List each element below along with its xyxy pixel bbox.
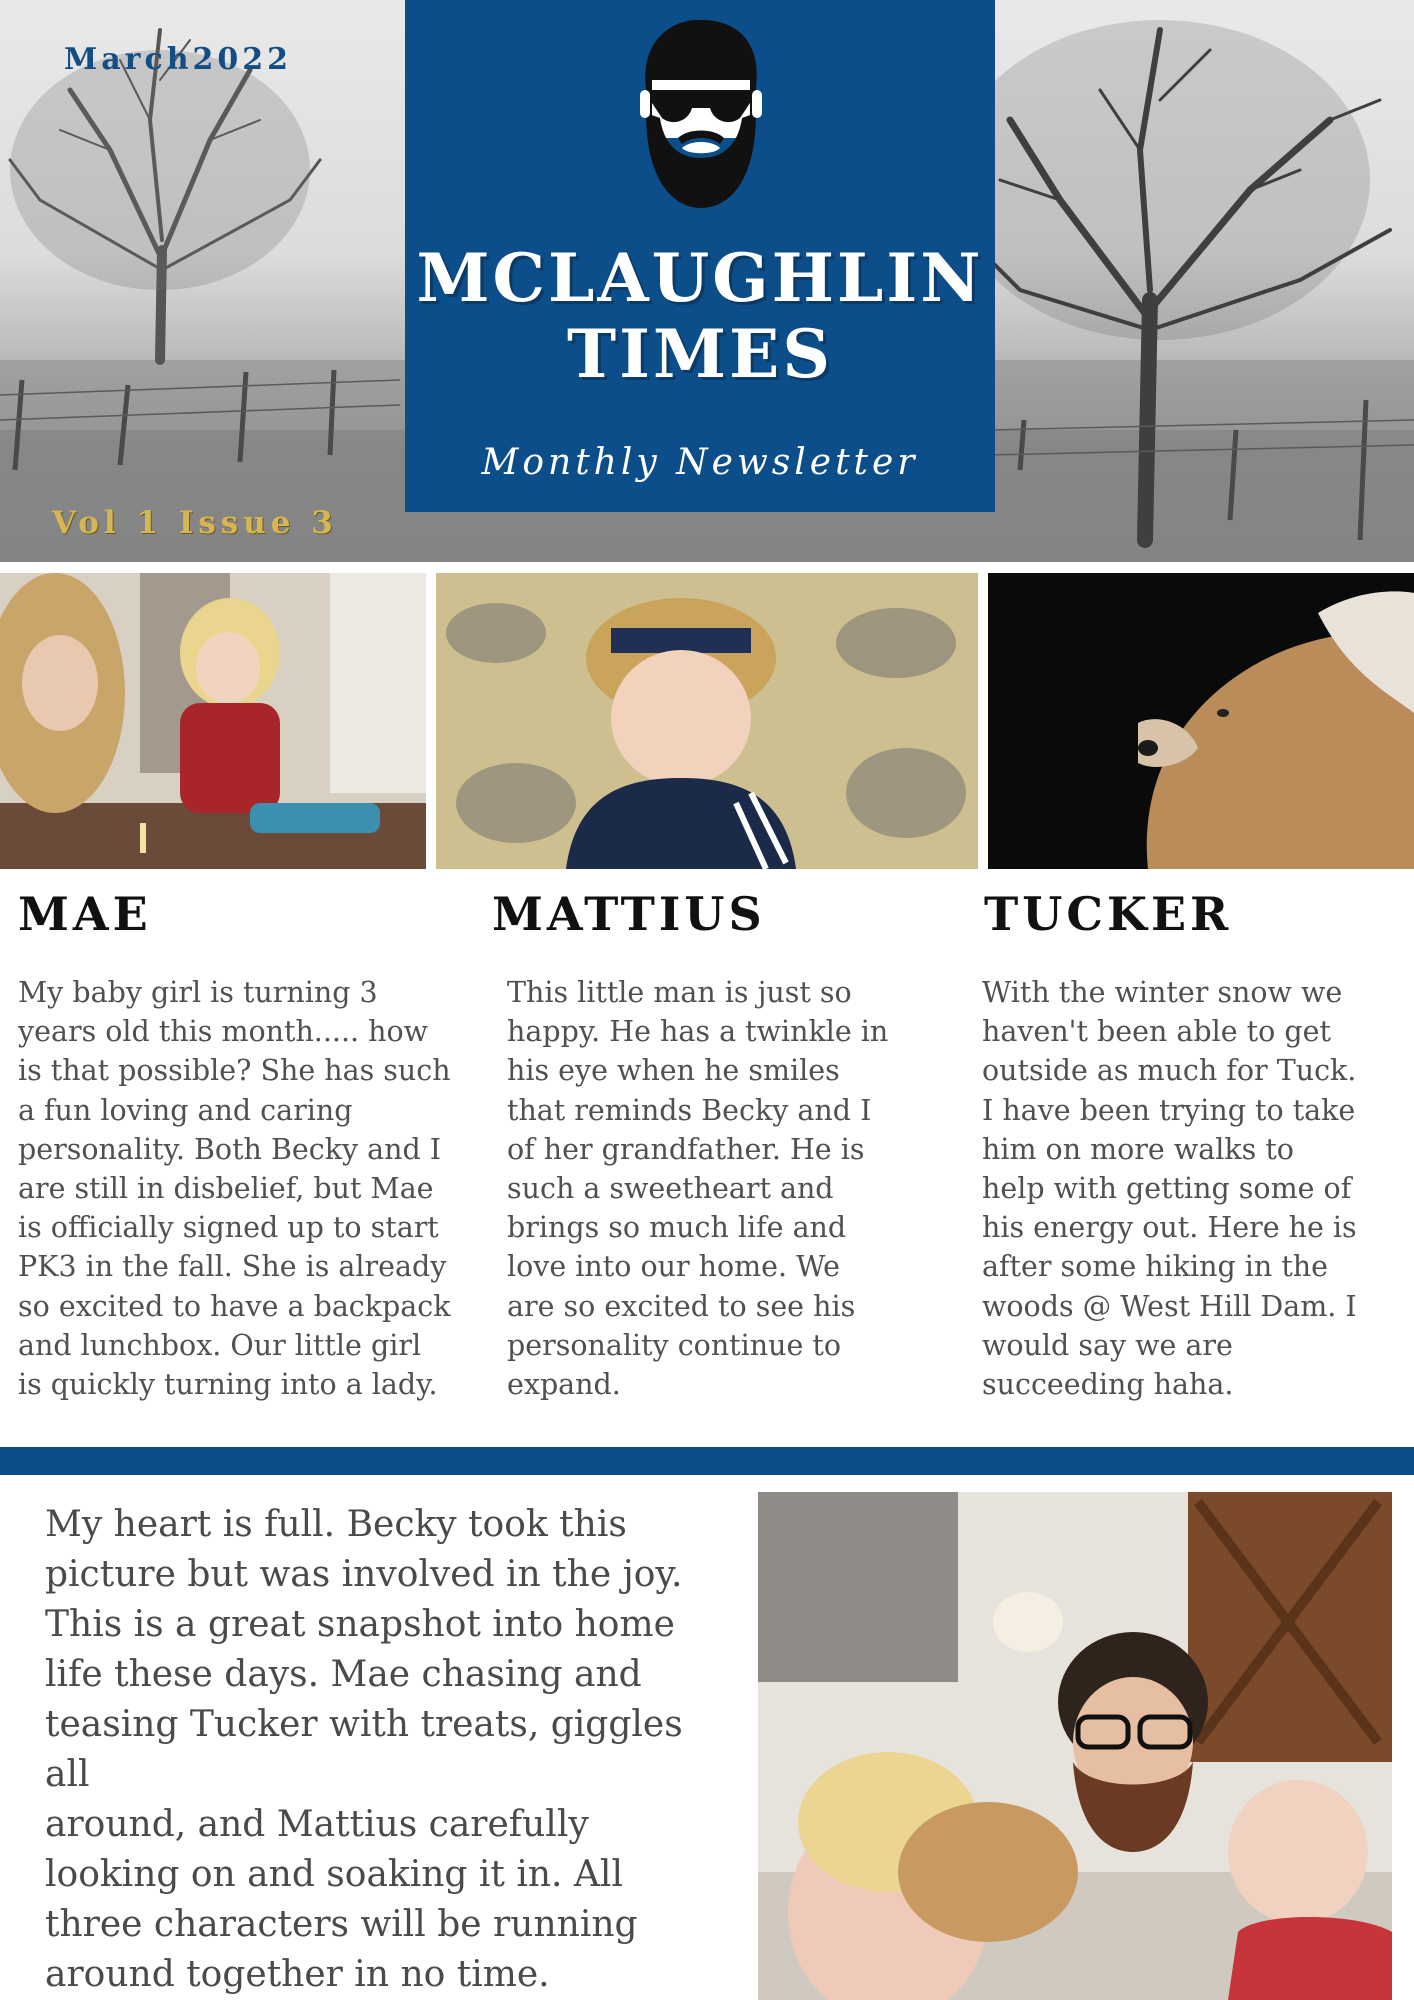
section-title-mattius: MATTIUS [492,887,766,941]
newsletter-subtitle: Monthly Newsletter [481,442,919,483]
section-body-mattius: This little man is just so happy. He has a twinkle in his eye when he smiles that reminds Becky and I of her grandfather. He is such a sweetheart and brings so much life and love into our home. We are so excited to see his personality continue to expand. [507,976,889,1402]
bearded-man-logo-icon [630,18,772,208]
issue-date: March2022 [64,42,293,77]
volume-issue-label: Vol 1 Issue 3 [52,505,338,541]
family-photo [758,1492,1392,2000]
section-title-tucker: TUCKER [984,887,1233,941]
title-line-2: TIMES [566,315,833,393]
section-title-mae: MAE [18,887,152,941]
section-body-tucker: With the winter snow we haven't been able to get outside as much for Tuck. I have been trying to take him on more walks to help with getting some of his energy out. Here he is after some hiking in the woods @ West Hill Dam. I would say we are succeeding haha. [982,976,1357,1402]
feature-caption: My heart is full. Becky took this picture but was involved in the joy. This is a great snapshot into home life these days. Mae chasing and teasing Tucker with treats, giggles all around, and Mattius carefully looking on and soaking it in. All three characters will be running around together in no time. [45,1504,683,1995]
newsletter-title [405,240,995,392]
mattius-photo [436,573,978,869]
mae-birthday-photo [0,573,426,869]
section-body-mae: My baby girl is turning 3 years old this month..... how is that possible? She has such a fun loving and caring personality. Both Becky and I are still in disbelief, but Mae is officially signed up to start PK3 in the fall. She is already so excited to have a backpack and lunchbox. Our little girl is quickly turning into a lady. [18,976,451,1402]
tucker-dog-photo [988,573,1414,869]
section-divider-band [0,1447,1414,1475]
title-line-1: MCLAUGHLIN [416,239,984,317]
